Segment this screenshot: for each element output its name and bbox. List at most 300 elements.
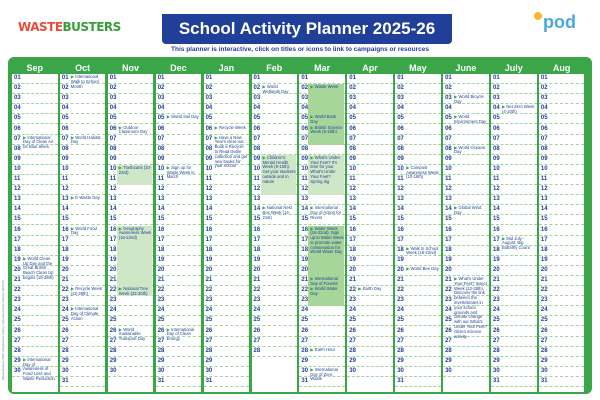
event-jan-07[interactable] — [215, 136, 249, 168]
month-header-mar: Mar — [314, 63, 331, 73]
day-number: 26 — [301, 327, 309, 334]
event-nov-26[interactable] — [119, 328, 153, 342]
day-row — [539, 306, 585, 316]
day-row — [539, 175, 585, 185]
day-row — [395, 205, 441, 215]
day-number: 14 — [540, 206, 548, 213]
day-number: 12 — [301, 186, 309, 193]
event-label: World Wetlands Day — [262, 84, 289, 94]
day-row — [443, 125, 489, 135]
event-jun-05[interactable] — [454, 115, 488, 125]
day-number: 06 — [301, 125, 309, 132]
day-number: 03 — [397, 95, 404, 102]
day-number: 16 — [253, 226, 261, 233]
day-row — [204, 276, 250, 286]
event-mar-06[interactable] — [310, 126, 344, 136]
day-number: 09 — [14, 155, 21, 162]
day-number: 24 — [205, 307, 213, 314]
month-header-apr: Apr — [362, 63, 378, 73]
day-number: 11 — [157, 176, 165, 182]
day-number: 18 — [253, 246, 261, 253]
day-number: 18 — [445, 246, 452, 253]
day-row — [108, 155, 154, 165]
day-row — [539, 125, 585, 135]
day-number: 04 — [301, 105, 309, 112]
day-number: 15 — [253, 216, 261, 223]
day-number: 22 — [205, 287, 213, 294]
day-row — [347, 94, 393, 104]
month-header-feb: Feb — [266, 63, 283, 73]
event-apr-22[interactable] — [358, 287, 392, 292]
day-row — [252, 256, 298, 266]
event-label: Earth Day — [362, 286, 382, 292]
event-nov-16[interactable] — [119, 227, 153, 241]
arrow-right-icon: ▶ — [118, 124, 124, 130]
day-row — [347, 337, 393, 347]
event-mar-16[interactable] — [310, 227, 344, 256]
day-row — [204, 205, 250, 215]
event-oct-01[interactable] — [71, 75, 105, 89]
event-jul-04[interactable] — [502, 105, 536, 115]
day-number: 21 — [349, 277, 356, 283]
day-number: 17 — [109, 236, 117, 243]
day-number: 04 — [445, 105, 452, 112]
day-row — [156, 316, 202, 326]
day-number: 25 — [14, 317, 21, 324]
month-column-apr — [347, 74, 393, 392]
day-row — [395, 114, 441, 124]
day-number: 09 — [493, 155, 500, 162]
event-jun-03[interactable] — [454, 95, 488, 102]
day-row — [539, 226, 585, 236]
logo-text-b: BUSTERS — [62, 20, 121, 34]
day-row — [108, 104, 154, 114]
day-number: 11 — [109, 176, 117, 182]
day-number: 22 — [445, 287, 452, 294]
event-label: What's Under Your Feet? It's time for your What's Under Your Feet? Spring dig — [310, 154, 341, 184]
day-row — [347, 296, 393, 306]
event-label: International Walk to School Month — [70, 74, 99, 89]
day-row — [108, 367, 154, 377]
month-header-jan: Jan — [218, 63, 235, 73]
day-row — [204, 327, 250, 337]
day-row — [108, 215, 154, 225]
day-row — [204, 296, 250, 306]
day-number: 11 — [61, 176, 69, 182]
event-dec-26[interactable] — [167, 328, 201, 342]
day-number: 02 — [349, 85, 356, 92]
day-row — [395, 145, 441, 155]
day-number: 06 — [205, 125, 213, 132]
day-number: 16 — [157, 226, 165, 233]
day-row — [156, 135, 202, 145]
event-oct-07[interactable] — [71, 136, 105, 146]
day-number: 01 — [540, 75, 548, 81]
arrow-right-icon: ▶ — [406, 164, 411, 170]
day-row — [60, 377, 106, 387]
day-number: 05 — [253, 115, 261, 122]
event-mar-30[interactable] — [310, 368, 344, 380]
logo-text-a: WASTE — [18, 20, 63, 34]
day-number: 26 — [205, 327, 213, 334]
waste-busters-logo[interactable] — [18, 20, 121, 40]
day-row — [539, 367, 585, 377]
day-row — [12, 296, 58, 306]
day-row — [395, 306, 441, 316]
event-sep-29[interactable] — [23, 358, 57, 382]
day-number: 17 — [445, 236, 452, 243]
day-row — [395, 296, 441, 306]
day-row — [252, 104, 298, 114]
day-row — [60, 205, 106, 215]
event-label: Recycle Week — [218, 124, 246, 130]
day-row — [108, 94, 154, 104]
day-number: 23 — [109, 297, 117, 304]
day-row — [156, 104, 202, 114]
day-row — [443, 367, 489, 377]
day-number: 07 — [205, 135, 213, 142]
event-oct-13[interactable] — [71, 196, 105, 201]
arrow-right-icon: ▶ — [70, 74, 76, 79]
day-number: 23 — [61, 297, 69, 304]
day-row — [395, 215, 441, 225]
day-number: 19 — [397, 256, 404, 263]
day-number: 01 — [493, 75, 500, 81]
event-oct-16[interactable] — [71, 227, 105, 234]
event-dec-05[interactable] — [167, 115, 201, 120]
day-number: 08 — [14, 145, 21, 152]
day-number: 14 — [397, 206, 404, 213]
day-number: 10 — [493, 165, 500, 172]
day-number: 19 — [301, 256, 309, 263]
day-number: 24 — [109, 307, 117, 314]
day-number: 29 — [109, 357, 117, 364]
day-number: 01 — [14, 75, 21, 81]
day-row — [539, 347, 585, 357]
event-jun-08[interactable] — [454, 146, 488, 153]
day-row — [539, 377, 585, 387]
month-header-june: June — [455, 63, 477, 73]
day-number: 03 — [349, 95, 356, 102]
day-row — [60, 175, 106, 185]
event-mar-22[interactable] — [310, 287, 344, 294]
event-mar-02[interactable] — [310, 85, 344, 90]
day-row — [347, 327, 393, 337]
arrow-right-icon: ▶ — [70, 306, 76, 312]
arrow-right-icon: ▶ — [23, 356, 28, 362]
event-jun-14[interactable] — [454, 205, 488, 216]
day-number: 28 — [397, 347, 404, 354]
event-dec-10[interactable] — [167, 166, 201, 180]
day-number: 14 — [61, 206, 69, 213]
day-number: 08 — [540, 145, 548, 152]
day-row — [491, 145, 537, 155]
event-mar-14[interactable] — [310, 206, 344, 220]
day-number: 08 — [61, 145, 69, 152]
day-number: 07 — [349, 135, 356, 142]
day-row — [491, 114, 537, 124]
day-number: 29 — [301, 357, 309, 364]
day-row — [60, 246, 106, 256]
day-number: 14 — [493, 206, 500, 213]
day-number: 15 — [109, 216, 117, 223]
day-number: 09 — [205, 155, 213, 162]
day-number: 18 — [493, 246, 500, 253]
day-number: 07 — [493, 135, 500, 142]
day-number: 06 — [61, 125, 69, 132]
event-mar-05[interactable] — [310, 114, 344, 125]
day-number: 04 — [109, 105, 117, 112]
day-row — [443, 84, 489, 94]
day-row — [252, 347, 298, 357]
event-nov-22[interactable] — [119, 287, 153, 297]
day-number: 17 — [61, 236, 69, 243]
day-row — [156, 357, 202, 367]
event-oct-24[interactable] — [71, 307, 105, 321]
day-number: 21 — [61, 277, 69, 283]
day-row — [156, 286, 202, 296]
day-number: 10 — [61, 165, 69, 172]
day-number: 25 — [349, 317, 356, 324]
arrow-right-icon: ▶ — [310, 84, 315, 90]
day-number: 01 — [61, 75, 69, 81]
day-number: 28 — [445, 347, 452, 354]
day-row — [204, 306, 250, 316]
day-row — [252, 266, 298, 276]
day-number: 11 — [205, 176, 212, 182]
day-number: 23 — [349, 297, 356, 304]
event-jun-22[interactable] — [454, 276, 488, 339]
month-header-may: May — [409, 63, 427, 73]
day-row — [108, 145, 154, 155]
day-row — [491, 226, 537, 236]
day-row — [108, 195, 154, 205]
day-number: 16 — [397, 226, 404, 233]
arrow-right-icon: ▶ — [23, 255, 28, 261]
day-row — [539, 74, 585, 84]
event-label: World Habitat Day — [70, 134, 101, 145]
day-row — [347, 104, 393, 114]
day-number: 27 — [397, 337, 404, 344]
day-number: 29 — [349, 357, 356, 364]
day-row — [347, 195, 393, 205]
event-label: International Day of Clean Air for Blue Skies — [23, 134, 54, 150]
day-number: 20 — [157, 266, 165, 273]
day-row — [156, 84, 202, 94]
day-row — [299, 195, 345, 205]
day-row — [252, 327, 298, 337]
day-number: 12 — [61, 186, 69, 193]
day-row — [491, 205, 537, 215]
arrow-right-icon: ▶ — [454, 114, 459, 120]
day-row — [12, 114, 58, 124]
day-row — [347, 155, 393, 165]
day-number: 02 — [205, 85, 213, 92]
day-row — [12, 155, 58, 165]
event-label: Compost Awareness Week (10-16th) — [406, 164, 439, 180]
day-row — [347, 145, 393, 155]
day-number: 24 — [540, 307, 548, 314]
day-row — [347, 185, 393, 195]
day-number: 12 — [205, 186, 213, 193]
day-row — [12, 185, 58, 195]
event-mar-09[interactable] — [310, 156, 344, 185]
day-number: 29 — [157, 357, 165, 364]
event-feb-09[interactable] — [263, 156, 297, 185]
day-number: 22 — [157, 287, 165, 294]
day-number: 04 — [540, 105, 548, 112]
arrow-right-icon: ▶ — [118, 326, 124, 332]
day-number: 17 — [493, 236, 500, 243]
day-row — [156, 347, 202, 357]
day-number: 21 — [397, 277, 404, 283]
day-row — [204, 266, 250, 276]
day-number: 10 — [14, 165, 21, 172]
event-may-19[interactable] — [406, 247, 440, 257]
day-row — [347, 246, 393, 256]
day-number: 31 — [205, 378, 213, 384]
event-sep-19[interactable] — [23, 257, 57, 281]
day-row — [539, 256, 585, 266]
day-number: 31 — [301, 378, 309, 384]
day-number: 18 — [540, 246, 548, 253]
month-header-dec: Dec — [170, 63, 187, 73]
day-row — [60, 145, 106, 155]
day-row — [491, 306, 537, 316]
event-label: National Tree Week (22-30th) — [118, 286, 149, 296]
day-number: 09 — [109, 155, 117, 162]
event-label: International Day of Clean Energy — [166, 326, 195, 342]
event-label: Walk to School Week (18-22nd) — [406, 245, 439, 256]
arrow-right-icon: ▶ — [70, 134, 76, 140]
month-column-sep — [12, 74, 58, 392]
page-subtitle: This planner is interactive, click on titles or icons to link to campaigns or resources — [171, 46, 429, 53]
day-row — [539, 327, 585, 337]
event-jan-06[interactable] — [215, 126, 249, 131]
event-sep-07[interactable] — [23, 136, 57, 150]
event-label: Recycle Week (22-28th) — [70, 286, 102, 296]
day-number: 06 — [540, 125, 548, 132]
day-number: 21 — [445, 277, 452, 283]
day-number: 23 — [253, 297, 261, 304]
day-number: 07 — [540, 135, 548, 142]
day-number: 10 — [445, 165, 452, 172]
day-row — [347, 74, 393, 84]
event-mar-28[interactable] — [310, 348, 344, 353]
arrow-right-icon: ▶ — [406, 265, 411, 271]
day-number: 03 — [493, 95, 500, 102]
event-feb-14[interactable] — [263, 206, 297, 218]
day-row — [252, 135, 298, 145]
day-row — [443, 357, 489, 367]
day-row — [156, 236, 202, 246]
month-column-july — [491, 74, 537, 392]
day-row — [156, 215, 202, 225]
day-number: 30 — [540, 367, 548, 374]
day-number: 27 — [205, 337, 213, 344]
day-row — [60, 296, 106, 306]
day-number: 11 — [445, 176, 452, 182]
day-row — [539, 104, 585, 114]
day-number: 20 — [14, 266, 21, 273]
arrow-right-icon: ▶ — [118, 225, 124, 231]
day-number: 04 — [253, 105, 261, 112]
day-row — [252, 306, 298, 316]
day-number: 02 — [493, 85, 500, 92]
day-row — [156, 246, 202, 256]
day-row — [12, 215, 58, 225]
day-number: 28 — [349, 347, 356, 354]
day-row — [252, 125, 298, 135]
day-number: 05 — [445, 115, 452, 122]
day-number: 30 — [157, 367, 165, 374]
day-row — [156, 155, 202, 165]
day-row — [491, 165, 537, 175]
day-row — [443, 236, 489, 246]
event-label: E-Waste Day — [75, 195, 100, 201]
day-row — [491, 94, 537, 104]
day-number: 20 — [109, 266, 117, 273]
day-row — [299, 306, 345, 316]
day-row — [204, 226, 250, 236]
day-number: 24 — [349, 307, 356, 314]
day-number: 12 — [349, 186, 356, 193]
event-label: International Day of Action for Rivers — [310, 205, 342, 220]
day-number: 18 — [157, 246, 165, 253]
day-row — [395, 155, 441, 165]
day-number: 15 — [493, 216, 500, 223]
day-row — [395, 185, 441, 195]
day-number: 16 — [540, 226, 548, 233]
day-row — [204, 377, 250, 387]
day-row — [156, 276, 202, 286]
day-row — [252, 316, 298, 326]
day-number: 20 — [540, 266, 548, 273]
day-row — [204, 104, 250, 114]
day-number: 19 — [61, 256, 69, 263]
day-row — [395, 104, 441, 114]
day-number: 21 — [493, 277, 500, 283]
day-number: 24 — [253, 307, 261, 314]
day-row — [299, 316, 345, 326]
event-oct-20[interactable] — [71, 287, 105, 297]
day-number: 28 — [301, 347, 309, 354]
event-nov-06[interactable] — [119, 126, 153, 136]
day-row — [156, 266, 202, 276]
day-number: 23 — [157, 297, 165, 304]
arrow-right-icon: ▶ — [214, 134, 219, 140]
event-may-20[interactable] — [406, 267, 440, 272]
event-may-10[interactable] — [406, 166, 440, 180]
day-number: 22 — [14, 287, 21, 294]
event-feb-02[interactable] — [263, 85, 297, 95]
day-number: 28 — [157, 347, 165, 354]
day-number: 27 — [109, 337, 117, 344]
day-number: 28 — [540, 347, 548, 354]
day-number: 01 — [253, 75, 261, 81]
arrow-right-icon: ▶ — [262, 84, 267, 90]
day-number: 17 — [349, 236, 356, 243]
side-note: Waste Busters 2025 | Registered charity | Schools Activity Planner 2025-26 — [1, 280, 5, 380]
event-nov-10[interactable] — [119, 166, 153, 176]
event-jul-17[interactable] — [502, 237, 536, 251]
day-row — [156, 377, 202, 387]
day-number: 01 — [445, 75, 452, 81]
pod-logo[interactable] — [534, 12, 578, 36]
day-row — [347, 357, 393, 367]
day-number: 15 — [301, 216, 309, 223]
day-row — [252, 236, 298, 246]
